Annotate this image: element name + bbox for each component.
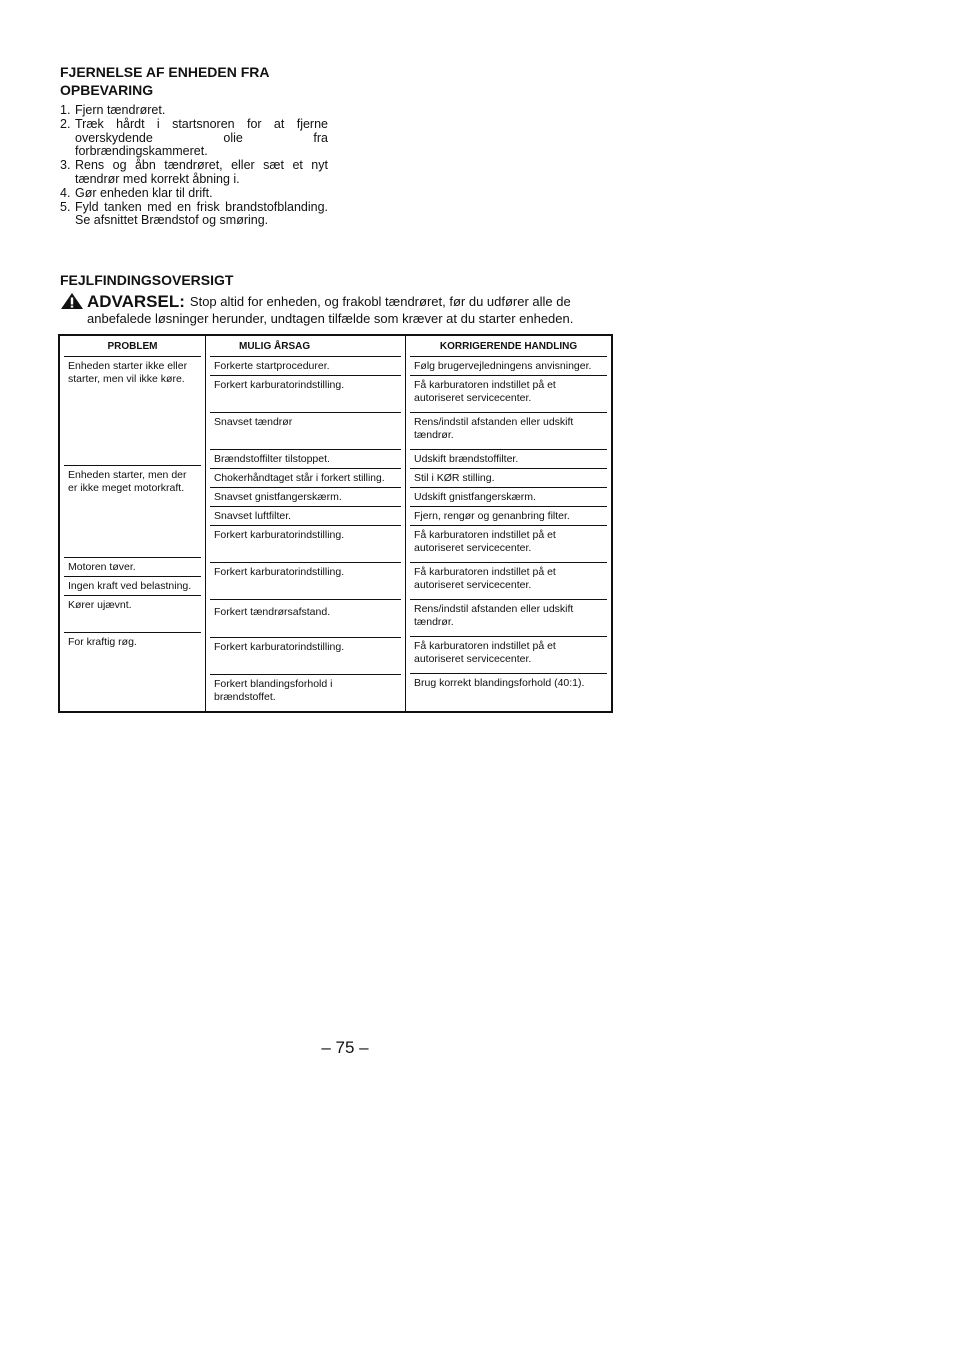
- step-text: Fjern tændrøret.: [75, 103, 166, 117]
- problem-cell: For kraftig røg.: [68, 636, 137, 648]
- page-number: – 75 –: [321, 1038, 369, 1057]
- step-number: 3.: [60, 158, 71, 173]
- step-number: 2.: [60, 116, 71, 131]
- action-cell: Rens/indstil afstanden eller udskift tændrør.: [410, 600, 607, 637]
- removal-steps-list: [60, 104, 328, 228]
- header-action: KORRIGERENDE HANDLING: [410, 336, 607, 357]
- list-item: [60, 187, 328, 201]
- action-cell: Få karburatoren indstillet på et autoriseret servicecenter.: [410, 563, 607, 600]
- action-column: [406, 335, 613, 712]
- cause-cell: Chokerhåndtaget står i forkert stilling.: [210, 469, 401, 488]
- troubleshooting-table: [58, 334, 613, 713]
- cause-cell: Forkert karburatorindstilling.: [210, 563, 401, 600]
- problem-cell: Enheden starter ikke eller starter, men vil ikke køre.: [64, 357, 201, 466]
- warning-box: [60, 292, 620, 327]
- action-cell: Følg brugervejledningens anvisninger.: [410, 357, 607, 376]
- cause-cell: Forkert karburatorindstilling.: [210, 376, 401, 413]
- cause-cell: Brændstoffilter tilstoppet.: [210, 450, 401, 469]
- action-cell: Rens/indstil afstanden eller udskift tændrør.: [410, 413, 607, 450]
- action-cell: Få karburatoren indstillet på et autoriseret servicecenter.: [410, 376, 607, 413]
- cause-cell: Forkert blandingsforhold i brændstoffet.: [214, 678, 333, 703]
- problem-cell: Enheden starter, men der er ikke meget motorkraft.: [64, 466, 201, 558]
- problem-column: [59, 335, 206, 712]
- action-cell: Stil i KØR stilling.: [410, 469, 607, 488]
- action-cell: Udskift brændstoffilter.: [410, 450, 607, 469]
- cause-column: [206, 335, 406, 712]
- action-cell: Udskift gnistfangerskærm.: [410, 488, 607, 507]
- list-item: [60, 201, 328, 229]
- warning-triangle-icon: [60, 292, 84, 310]
- step-number: 1.: [60, 103, 71, 117]
- cause-cell: Forkert karburatorindstilling.: [210, 526, 401, 563]
- cause-cell: Forkerte startprocedurer.: [210, 357, 401, 376]
- cause-cell: Snavset luftfilter.: [210, 507, 401, 526]
- cause-cell: Snavset tændrør: [210, 413, 401, 450]
- removal-section-title: FJERNELSE AF ENHEDEN FRA OPBEVARING: [60, 64, 269, 98]
- warning-text-line1: Stop altid for enheden, og frakobl tændrøret, før du udfører alle de: [189, 293, 571, 309]
- action-cell: Brug korrekt blandingsforhold (40:1).: [414, 677, 585, 689]
- action-cell: Få karburatoren indstillet på et autoriseret servicecenter.: [410, 526, 607, 563]
- cause-cell: Forkert tændrørsafstand.: [210, 600, 401, 638]
- warning-label: ADVARSEL:: [87, 291, 185, 311]
- list-item: [60, 104, 328, 118]
- step-text: Træk hårdt i startsnoren for at fjerne overskydende olie fra forbrændingskammeret.: [75, 116, 328, 159]
- list-item: [60, 159, 328, 187]
- problem-cell: Motoren tøver.: [64, 558, 201, 577]
- step-number: 5.: [60, 199, 71, 214]
- action-cell: Få karburatoren indstillet på et autoriseret servicecenter.: [410, 637, 607, 674]
- action-cell: Fjern, rengør og genanbring filter.: [410, 507, 607, 526]
- header-problem: PROBLEM: [64, 336, 201, 357]
- warning-text-line2: anbefalede løsninger herunder, undtagen tilfælde som kræver at du starter enheden.: [87, 311, 574, 326]
- problem-cell: Ingen kraft ved belastning.: [64, 577, 201, 596]
- step-text: Gør enheden klar til drift.: [75, 185, 213, 200]
- header-cause: MULIG ÅRSAG: [210, 336, 401, 357]
- problem-cell: Kører ujævnt.: [64, 596, 201, 633]
- cause-cell: Snavset gnistfangerskærm.: [210, 488, 401, 507]
- step-text: Fyld tanken med en frisk brandstofblanding. Se afsnittet Brændstof og smøring.: [75, 199, 328, 228]
- troubleshooting-title: FEJLFINDINGSOVERSIGT: [60, 272, 234, 288]
- list-item: [60, 118, 328, 159]
- step-number: 4.: [60, 185, 71, 200]
- cause-cell: Forkert karburatorindstilling.: [210, 638, 401, 675]
- step-text: Rens og åbn tændrøret, eller sæt et nyt tændrør med korrekt åbning i.: [75, 158, 328, 186]
